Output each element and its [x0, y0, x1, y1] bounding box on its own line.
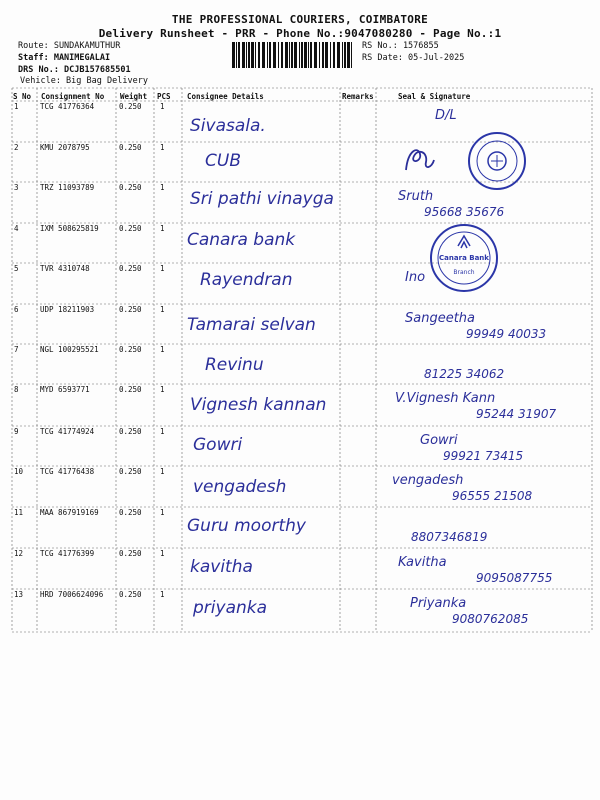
- row-pcs: 1: [160, 102, 165, 111]
- col-header-sno: S No: [13, 92, 32, 101]
- col-header-consignment: Consignment No: [41, 92, 105, 101]
- row-sno: 13: [14, 590, 24, 599]
- row-consignment-no: MYD 6593771: [40, 385, 90, 394]
- row-consignment-no: TRZ 11093789: [40, 183, 95, 192]
- row-pcs: 1: [160, 345, 165, 354]
- row-phone: 99921 73415: [443, 449, 524, 463]
- row-sno: 1: [14, 102, 19, 111]
- row-phone: 9080762085: [452, 612, 529, 626]
- row-sno: 8: [14, 385, 19, 394]
- row-pcs: 1: [160, 427, 165, 436]
- row-consignment-no: TCG 41776399: [40, 549, 95, 558]
- row-weight: 0.250: [119, 508, 142, 517]
- row-consignment-no: MAA 867919169: [40, 508, 99, 517]
- row-pcs: 1: [160, 508, 165, 517]
- row-weight: 0.250: [119, 102, 142, 111]
- row-consignment-no: UDP 18211903: [40, 305, 95, 314]
- row-sno: 4: [14, 224, 19, 233]
- company-title: THE PROFESSIONAL COURIERS, COIMBATORE: [171, 13, 429, 26]
- row-consignee-name: Canara bank: [187, 230, 296, 250]
- rs-number: RS No.: 1576855: [362, 41, 439, 51]
- row-signature: V.Vignesh Kann: [395, 391, 496, 406]
- row-consignment-no: TCG 41774924: [40, 427, 95, 436]
- row-consignee-name: Vignesh kannan: [190, 395, 327, 415]
- row-signature: Sangeetha: [405, 311, 476, 326]
- row-pcs: 1: [160, 224, 165, 233]
- row-pcs: 1: [160, 264, 165, 273]
- row-signature: D/L: [435, 108, 457, 123]
- col-header-seal-signature: Seal & Signature: [398, 92, 471, 101]
- row-consignee-name: priyanka: [193, 598, 268, 618]
- row-sno: 3: [14, 183, 19, 192]
- scribble-signature-icon: [398, 140, 438, 180]
- col-header-consignee: Consignee Details: [187, 92, 264, 101]
- stamp-sub: Branch: [453, 269, 475, 276]
- row-weight: 0.250: [119, 467, 142, 476]
- row-sno: 5: [14, 264, 19, 273]
- row-phone: 99949 40033: [466, 327, 547, 341]
- row-consignee-name: Tamarai selvan: [187, 315, 316, 335]
- row-consignee-name: Rayendran: [200, 270, 293, 290]
- route-label: Route: SUNDAKAMUTHUR: [18, 41, 121, 51]
- staff-label: Staff: MANIMEGALAI: [18, 53, 111, 63]
- row-signature: vengadesh: [392, 473, 464, 488]
- row-consignment-no: IXM 508625819: [40, 224, 99, 233]
- row-sno: 12: [14, 549, 24, 558]
- vehicle-label: Vehicle: Big Bag Delivery: [20, 76, 148, 86]
- row-consignee-name: CUB: [205, 151, 241, 171]
- row-consignment-no: TCG 41776438: [40, 467, 95, 476]
- row-sno: 9: [14, 427, 19, 436]
- row-pcs: 1: [160, 305, 165, 314]
- row-phone: 8807346819: [411, 530, 488, 544]
- row-pcs: 1: [160, 385, 165, 394]
- row-phone: 95244 31907: [476, 407, 557, 421]
- row-phone: 9095087755: [476, 571, 553, 585]
- row-consignee-name: vengadesh: [193, 477, 287, 497]
- row-sno: 10: [14, 467, 24, 476]
- row-weight: 0.250: [119, 427, 142, 436]
- row-signature: Kavitha: [398, 555, 447, 570]
- row-weight: 0.250: [119, 590, 142, 599]
- stamp-text: Canara Bank: [439, 254, 489, 262]
- row-consignee-name: Sri pathi vinayga: [190, 189, 334, 209]
- row-pcs: 1: [160, 549, 165, 558]
- row-signature: Gowri: [420, 433, 458, 448]
- row-consignee-name: Sivasala.: [190, 116, 266, 136]
- row-pcs: 1: [160, 183, 165, 192]
- row-sno: 2: [14, 143, 19, 152]
- row-sno: 7: [14, 345, 19, 354]
- col-header-remarks: Remarks: [342, 92, 374, 101]
- drs-label: DRS No.: DCJB157685501: [18, 65, 131, 75]
- row-weight: 0.250: [119, 305, 142, 314]
- row-pcs: 1: [160, 590, 165, 599]
- row-weight: 0.250: [119, 264, 142, 273]
- row-pcs: 1: [160, 467, 165, 476]
- row-consignee-name: Revinu: [205, 355, 264, 375]
- row-phone: 96555 21508: [452, 489, 533, 503]
- row-weight: 0.250: [119, 385, 142, 394]
- row-sno: 11: [14, 508, 24, 517]
- col-header-pcs: PCS: [157, 92, 171, 101]
- row-phone: 95668 35676: [424, 205, 505, 219]
- canara-bank-stamp: [428, 222, 500, 294]
- row-signature: Priyanka: [410, 596, 467, 611]
- row-weight: 0.250: [119, 549, 142, 558]
- rs-date: RS Date: 05-Jul-2025: [362, 53, 465, 63]
- row-weight: 0.250: [119, 183, 142, 192]
- row-signature: Ino: [405, 270, 426, 285]
- row-pcs: 1: [160, 143, 165, 152]
- row-sno: 6: [14, 305, 19, 314]
- row-consignment-no: KMU 2078795: [40, 143, 90, 152]
- row-weight: 0.250: [119, 345, 142, 354]
- row-weight: 0.250: [119, 224, 142, 233]
- row-consignment-no: HRD 7006624096: [40, 590, 104, 599]
- row-consignment-no: TVR 4310748: [40, 264, 90, 273]
- row-consignment-no: TCG 41776364: [40, 102, 95, 111]
- round-seal-stamp: [466, 130, 528, 192]
- row-phone: 81225 34062: [424, 367, 505, 381]
- runsheet-subtitle: Delivery Runsheet - PRR - Phone No.:9047080280 - Page No.:1: [98, 27, 502, 40]
- row-consignment-no: NGL 100295521: [40, 345, 99, 354]
- col-header-weight: Weight: [120, 92, 148, 101]
- row-signature: Sruth: [398, 189, 434, 204]
- row-weight: 0.250: [119, 143, 142, 152]
- row-consignee-name: kavitha: [190, 557, 253, 577]
- row-consignee-name: Guru moorthy: [187, 516, 306, 536]
- row-consignee-name: Gowri: [193, 435, 243, 455]
